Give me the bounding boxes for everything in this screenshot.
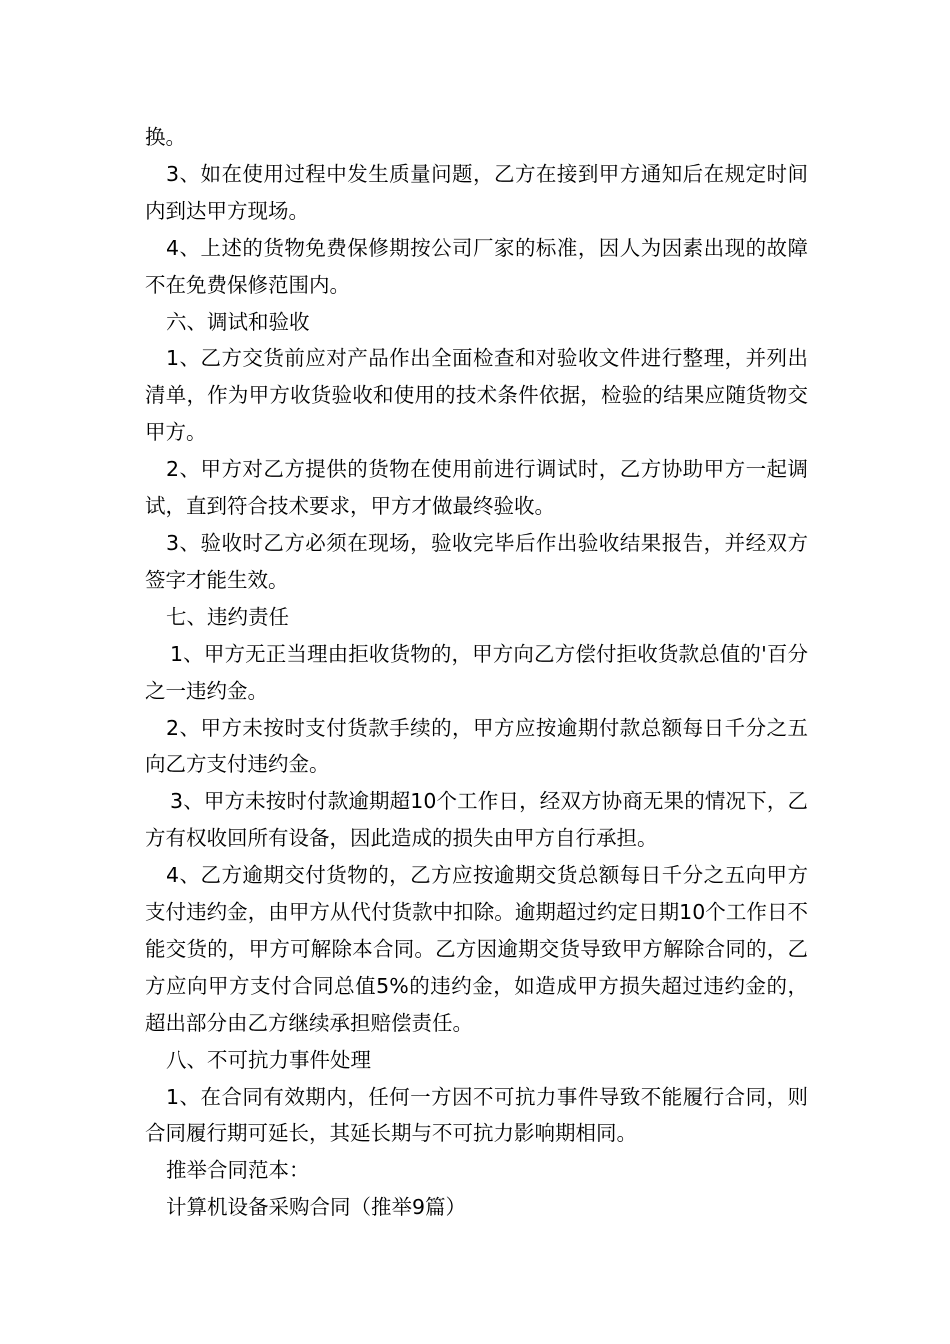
paragraph-breach-3: 3、甲方未按时付款逾期超10个工作日，经双方协商无果的情况下，乙方有权收回所有设备，因此造成的损失由甲方自行承担。 [145,789,808,851]
document-body [145,119,808,1226]
section-heading-breach-liability: 七、违约责任 [166,604,289,629]
recommended-templates-label: 推举合同范本： [166,1158,310,1183]
paragraph-acceptance-2: 2、甲方对乙方提供的货物在使用前进行调试时，乙方协助甲方一起调试，直到符合技术要求，甲方才做最终验收。 [145,457,808,519]
paragraph-breach-2: 2、甲方未按时支付货款手续的，甲方应按逾期付款总额每日千分之五向乙方支付违约金。 [145,715,808,777]
paragraph-warranty-3: 3、如在使用过程中发生质量问题，乙方在接到甲方通知后在规定时间内到达甲方现场。 [145,161,808,223]
paragraph-acceptance-1: 1、乙方交货前应对产品作出全面检查和对验收文件进行整理，并列出清单，作为甲方收货验收和使用的技术条件依据，检验的结果应随货物交甲方。 [145,346,808,445]
paragraph-breach-4: 4、乙方逾期交付货物的，乙方应按逾期交货总额每日千分之五向甲方支付违约金，由甲方从代付货款中扣除。逾期超过约定日期10个工作日不能交货的，甲方可解除本合同。乙方因逾期交货导致甲方解除合同的，乙方应向甲方支付合同总值5%的违约金，如造成甲方损失超过违约金的，超出部分由乙方继续承担赔偿责任。 [145,863,808,1035]
section-heading-testing-acceptance: 六、调试和验收 [166,309,310,334]
paragraph-continuation: 换。 [145,125,186,149]
paragraph-breach-1: 1、甲方无正当理由拒收货物的，甲方向乙方偿付拒收货款总值的'百分之一违约金。 [145,641,808,703]
section-heading-force-majeure: 八、不可抗力事件处理 [166,1047,371,1072]
paragraph-force-majeure-1: 1、在合同有效期内，任何一方因不可抗力事件导致不能履行合同，则合同履行期可延长，其延长期与不可抗力影响期相同。 [145,1084,808,1146]
recommended-template-link: 计算机设备采购合同（推举9篇） [166,1195,467,1220]
paragraph-warranty-4: 4、上述的货物免费保修期按公司厂家的标准，因人为因素出现的故障不在免费保修范围内。 [145,235,808,297]
paragraph-acceptance-3: 3、验收时乙方必须在现场，验收完毕后作出验收结果报告，并经双方签字才能生效。 [145,530,808,592]
